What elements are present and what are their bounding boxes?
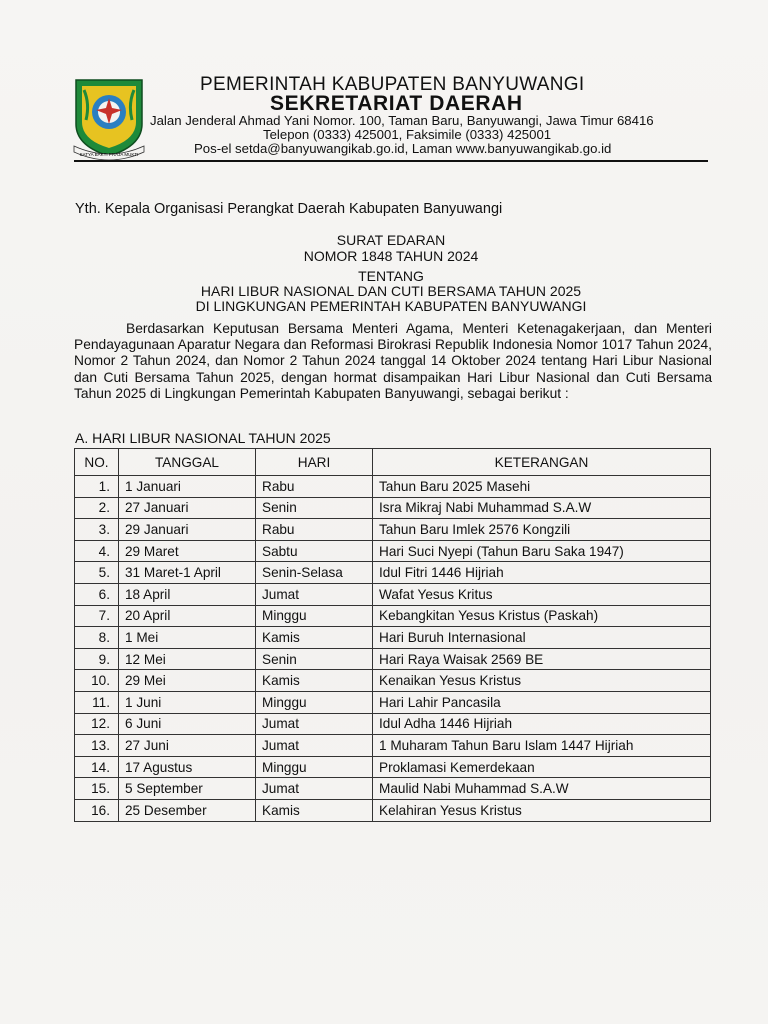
row-no: 1. — [75, 476, 119, 498]
row-keterangan: Hari Lahir Pancasila — [373, 691, 711, 713]
row-hari: Senin-Selasa — [256, 562, 373, 584]
table-row — [75, 756, 711, 778]
row-tanggal: 1 Mei — [119, 627, 256, 649]
table-row — [75, 713, 711, 735]
table-row — [75, 540, 711, 562]
row-hari: Kamis — [256, 670, 373, 692]
row-tanggal: 27 Juni — [119, 735, 256, 757]
body-paragraph: Berdasarkan Keputusan Bersama Menteri Agama, Menteri Ketenagakerjaan, dan Menteri Pendayagunaan Aparatur Negara dan Reformasi Birokrasi Republik Indonesia Nomor 1017 Tahun 2024, Nomor 2 Tahun 2024, dan Nomor 2 Tahun 2024 tanggal 14 Oktober 2024 tentang Hari Libur Nasional dan Cuti Bersama Tahun 2025, dengan hormat disampaikan Hari Libur Nasional dan Cuti Bersama Tahun 2025 di Lingkungan Pemerintah Kabupaten Banyuwangi, sebagai berikut : — [74, 321, 712, 401]
row-hari: Sabtu — [256, 540, 373, 562]
row-hari: Jumat — [256, 583, 373, 605]
row-tanggal: 20 April — [119, 605, 256, 627]
table-row — [75, 648, 711, 670]
banyuwangi-regency-emblem-icon — [70, 76, 148, 160]
row-tanggal: 31 Maret-1 April — [119, 562, 256, 584]
recipient-line: Yth. Kepala Organisasi Perangkat Daerah Kabupaten Banyuwangi — [75, 201, 503, 217]
logo-motto: SATYA BAKTI PRAJA MUKTI — [79, 152, 139, 157]
row-tanggal: 18 April — [119, 583, 256, 605]
row-hari: Jumat — [256, 735, 373, 757]
row-tanggal: 27 Januari — [119, 497, 256, 519]
row-no: 7. — [75, 605, 119, 627]
table-header-row — [75, 449, 711, 476]
office-name: SEKRETARIAT DAERAH — [270, 92, 523, 115]
row-tanggal: 1 Januari — [119, 476, 256, 498]
row-keterangan: 1 Muharam Tahun Baru Islam 1447 Hijriah — [373, 735, 711, 757]
row-tanggal: 17 Agustus — [119, 756, 256, 778]
row-tanggal: 29 Januari — [119, 519, 256, 541]
table-row — [75, 691, 711, 713]
row-no: 8. — [75, 627, 119, 649]
row-keterangan: Kenaikan Yesus Kristus — [373, 670, 711, 692]
row-tanggal: 6 Juni — [119, 713, 256, 735]
row-hari: Jumat — [256, 778, 373, 800]
office-address: Jalan Jenderal Ahmad Yani Nomor. 100, Taman Baru, Banyuwangi, Jawa Timur 68416 — [150, 113, 654, 128]
row-no: 11. — [75, 691, 119, 713]
row-hari: Kamis — [256, 799, 373, 821]
row-no: 14. — [75, 756, 119, 778]
row-hari: Rabu — [256, 519, 373, 541]
row-keterangan: Proklamasi Kemerdekaan — [373, 756, 711, 778]
row-keterangan: Tahun Baru 2025 Masehi — [373, 476, 711, 498]
row-hari: Rabu — [256, 476, 373, 498]
letter-subject-2: DI LINGKUNGAN PEMERINTAH KABUPATEN BANYUWANGI — [195, 298, 587, 314]
row-hari: Minggu — [256, 605, 373, 627]
row-keterangan: Isra Mikraj Nabi Muhammad S.A.W — [373, 497, 711, 519]
table-row — [75, 799, 711, 821]
row-hari: Minggu — [256, 756, 373, 778]
row-no: 16. — [75, 799, 119, 821]
header-no: NO. — [75, 449, 119, 476]
row-keterangan: Kelahiran Yesus Kristus — [373, 799, 711, 821]
row-tanggal: 5 September — [119, 778, 256, 800]
row-keterangan: Idul Fitri 1446 Hijriah — [373, 562, 711, 584]
row-no: 3. — [75, 519, 119, 541]
holiday-table — [74, 448, 711, 822]
letter-subject-1: HARI LIBUR NASIONAL DAN CUTI BERSAMA TAHUN 2025 — [200, 283, 582, 299]
row-no: 2. — [75, 497, 119, 519]
row-no: 12. — [75, 713, 119, 735]
header-hari: HARI — [256, 449, 373, 476]
row-keterangan: Wafat Yesus Kritus — [373, 583, 711, 605]
letter-about: TENTANG — [358, 268, 424, 284]
row-tanggal: 29 Mei — [119, 670, 256, 692]
office-phone: Telepon (0333) 425001, Faksimile (0333) 425001 — [263, 127, 552, 142]
letter-type: SURAT EDARAN — [336, 232, 446, 248]
row-keterangan: Tahun Baru Imlek 2576 Kongzili — [373, 519, 711, 541]
row-hari: Jumat — [256, 713, 373, 735]
table-row — [75, 778, 711, 800]
row-tanggal: 12 Mei — [119, 648, 256, 670]
row-no: 13. — [75, 735, 119, 757]
table-row — [75, 583, 711, 605]
row-hari: Kamis — [256, 627, 373, 649]
table-row — [75, 519, 711, 541]
row-hari: Senin — [256, 648, 373, 670]
row-no: 4. — [75, 540, 119, 562]
row-hari: Minggu — [256, 691, 373, 713]
table-row — [75, 735, 711, 757]
table-row — [75, 476, 711, 498]
government-name: PEMERINTAH KABUPATEN BANYUWANGI — [200, 74, 585, 95]
letter-number: NOMOR 1848 TAHUN 2024 — [303, 248, 479, 264]
header-tanggal: TANGGAL — [119, 449, 256, 476]
letterhead-divider — [74, 160, 708, 162]
header-keterangan: KETERANGAN — [373, 449, 711, 476]
row-keterangan: Maulid Nabi Muhammad S.A.W — [373, 778, 711, 800]
table-row — [75, 605, 711, 627]
row-tanggal: 25 Desember — [119, 799, 256, 821]
row-hari: Senin — [256, 497, 373, 519]
row-keterangan: Kebangkitan Yesus Kristus (Paskah) — [373, 605, 711, 627]
table-row — [75, 562, 711, 584]
table-row — [75, 627, 711, 649]
row-tanggal: 29 Maret — [119, 540, 256, 562]
row-keterangan: Hari Buruh Internasional — [373, 627, 711, 649]
table-row — [75, 670, 711, 692]
row-no: 10. — [75, 670, 119, 692]
row-keterangan: Hari Raya Waisak 2569 BE — [373, 648, 711, 670]
row-tanggal: 1 Juni — [119, 691, 256, 713]
row-no: 5. — [75, 562, 119, 584]
row-keterangan: Idul Adha 1446 Hijriah — [373, 713, 711, 735]
row-no: 9. — [75, 648, 119, 670]
row-no: 15. — [75, 778, 119, 800]
row-keterangan: Hari Suci Nyepi (Tahun Baru Saka 1947) — [373, 540, 711, 562]
table-row — [75, 497, 711, 519]
office-email-web: Pos-el setda@banyuwangikab.go.id, Laman www.banyuwangikab.go.id — [194, 141, 612, 156]
section-a-title: A. HARI LIBUR NASIONAL TAHUN 2025 — [75, 430, 331, 446]
row-no: 6. — [75, 583, 119, 605]
